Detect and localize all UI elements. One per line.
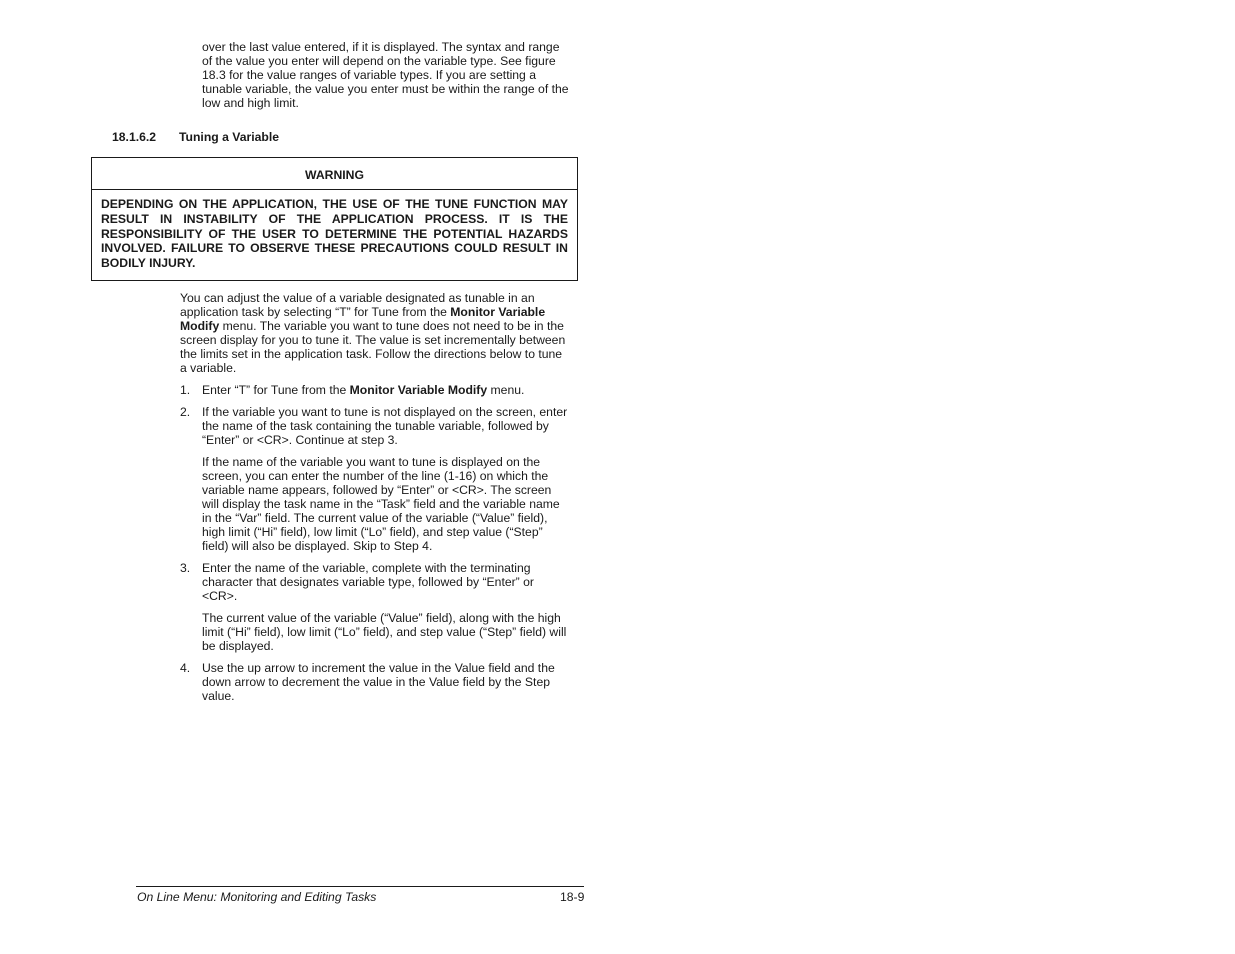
tune-paragraph-text: You can adjust the value of a variable designated as tunable in an application task by selecting “T” for Tune from the: [180, 291, 535, 319]
step-number: 2.: [180, 405, 191, 419]
warning-box: [91, 157, 578, 281]
step-text: If the variable you want to tune is not displayed on the screen, enter the name of the task containing the tunable variable, followed by “Enter” or <CR>. Continue at step 3.: [202, 405, 568, 447]
footer-chapter-title: On Line Menu: Monitoring and Editing Tasks: [137, 890, 377, 904]
warning-body: DEPENDING ON THE APPLICATION, THE USE OF THE TUNE FUNCTION MAY RESULT IN INSTABILITY OF THE APPLICATION PROCESS. IT IS THE RESPONSIBILITY OF THE USER TO DETERMINE THE POTENTIAL HAZARDS INVOLVED. FAILURE TO OBSERVE THESE PRECAUTIONS COULD RESULT IN BODILY INJURY.: [101, 197, 568, 271]
step-number: 1.: [180, 383, 191, 397]
section-number: 18.1.6.2: [112, 130, 157, 144]
step-text: [202, 383, 570, 397]
footer-divider: [136, 886, 584, 887]
step-number: 4.: [180, 661, 191, 675]
list-item: [180, 561, 570, 603]
section-heading: [112, 130, 279, 144]
menu-name: Monitor Variable Modify: [349, 383, 488, 397]
step-text-part: menu.: [487, 383, 525, 397]
step-sub-paragraph: If the name of the variable you want to tune is displayed on the screen, you can enter the number of the line (1-16) on which the variable name appears, followed by “Enter” or <CR>. The screen will display the task name in the “Task” field and the variable name in the “Var” field. The current value of the variable (“Value” field), high limit (“Hi” field), low limit (“Lo” field), and step value (“Step” field) will also be displayed. Skip to Step 4.: [202, 455, 560, 553]
warning-title: WARNING: [92, 158, 577, 190]
list-item: [180, 405, 570, 447]
step-number: 3.: [180, 561, 191, 575]
step-text: Use the up arrow to increment the value in the Value field and the down arrow to decrement the value in the Value field by the Step value.: [202, 661, 555, 703]
menu-name: Monitor Variable Modify: [180, 305, 546, 333]
section-title: Tuning a Variable: [179, 130, 280, 144]
step-sub-paragraph: The current value of the variable (“Value” field), along with the high limit (“Hi” field), low limit (“Lo” field), and step value (“Step” field) will be displayed.: [202, 611, 567, 653]
page-number: 18-9: [560, 890, 585, 904]
list-item: [180, 661, 570, 703]
tune-paragraph-text: menu. The variable you want to tune does not need to be in the screen display for you to tune it. The value is set incrementally between the limits set in the application task. Follow the directions below to tune a variable.: [180, 319, 566, 375]
intro-paragraph: over the last value entered, if it is displayed. The syntax and range of the value you enter will depend on the variable type. See figure 18.3 for the value ranges of variable types. If you are setting a tunable variable, the value you enter must be within the range of the low and high limit.: [202, 40, 569, 110]
list-item: [180, 383, 570, 397]
step-text-part: Enter “T” for Tune from the: [202, 383, 350, 397]
tune-paragraph: [180, 291, 566, 375]
step-text: Enter the name of the variable, complete with the terminating character that designates variable type, followed by “Enter” or <CR>.: [202, 561, 534, 603]
